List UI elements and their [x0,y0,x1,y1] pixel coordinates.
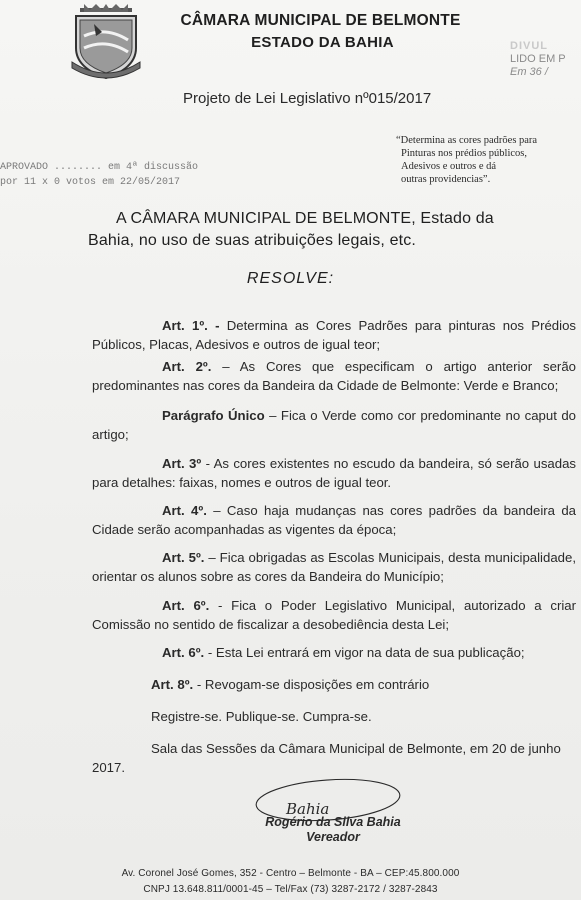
page-footer [0,866,581,898]
article-label: Art. 3º [162,456,202,471]
signatory [248,815,418,845]
article-text: Determina as Cores Padrões para pinturas nos Prédios Públicos, Placas, Adesivos e outros de igual teor; [92,318,576,352]
footer-contact: CNPJ 13.648.811/0001-45 – Tel/Fax (73) 3287-2172 / 3287-2843 [143,884,438,895]
article-label: Art. 6º. [162,645,205,660]
bill-summary-line: outras providencias”. [401,174,491,185]
closing-formula: Registre-se. Publique-se. Cumpra-se. [151,709,372,724]
bill-title: Projeto de Lei Legislativo nº015/2017 [183,90,432,107]
article-1 [92,316,576,354]
article-2 [92,357,576,395]
signature-scribble: Bahia [286,800,330,818]
article-text: – Fica o Verde como cor predominante no caput do artigo; [92,408,576,442]
sole-paragraph [92,406,576,444]
article-6-effective [92,643,576,662]
approval-stamp-line1: APROVADO ........ em 4ª discussão [0,162,199,173]
publication-stamp-line2: LIDO EM P [510,53,566,65]
article-text: – Caso haja mudanças nas cores padrões da bandeira da Cidade serão acompanhadas as vigentes da época; [92,503,576,537]
article-text: - Fica o Poder Legislativo Municipal, autorizado a criar Comissão no sentido de fiscalizar a desobediência desta Lei; [92,598,576,632]
header-chamber-name: CÂMARA MUNICIPAL DE BELMONTE [180,12,461,29]
footer-address: Av. Coronel José Gomes, 352 - Centro – Belmonte - BA – CEP:45.800.000 [121,868,460,879]
preamble [88,208,578,252]
approval-stamp-line2: por 11 x 0 votos em 22/05/2017 [0,177,181,188]
bill-summary-line: Adesivos e outros e dá [401,161,497,172]
session-statement [92,739,576,777]
article-label: Art. 5º. [162,550,205,565]
header-state-name: ESTADO DA BAHIA [251,34,394,51]
bill-summary-line: Pinturas nos prédios públicos, [401,148,527,159]
approval-stamp [0,160,250,190]
article-5 [92,548,576,586]
signatory-name: Rogério da Silva Bahia [265,815,401,829]
preamble-line1: A CÂMARA MUNICIPAL DE BELMONTE, Estado da [116,210,494,227]
publication-stamp-line3: Em 36 / [510,66,548,78]
article-label: Parágrafo Único [162,408,265,423]
article-text: - Revogam-se disposições em contrário [196,677,430,692]
session-line1: Sala das Sessões da Câmara Municipal de Belmonte, em 20 de junho [151,741,561,756]
preamble-line2: Bahia, no uso de suas atribuições legais, etc. [88,232,416,249]
article-4 [92,501,576,539]
article-label: Art. 1º. - [162,318,220,333]
article-label: Art. 4º. [162,503,207,518]
signatory-role: Vereador [306,830,360,844]
article-text: – Fica obrigadas as Escolas Municipais, desta municipalidade, orientar os alunos sobre as cores da Bandeira do Município; [92,550,576,584]
article-text: – As Cores que especificam o artigo anterior serão predominantes nas cores da Bandeira da Cidade de Belmonte: Verde e Branco; [92,359,576,393]
publication-stamp-line1: DIVUL [510,40,548,52]
resolve-heading: RESOLVE: [246,270,335,287]
article-label: Art. 8º. [151,677,194,692]
article-8 [92,675,576,694]
publication-stamp [510,40,581,79]
article-label: Art. 2º. [162,359,212,374]
article-3 [92,454,576,492]
bill-summary [396,134,576,186]
bill-summary-line: “Determina as cores padrões para [396,135,538,146]
article-label: Art. 6º. [162,598,210,613]
article-text: - As cores existentes no escudo da bandeira, só serão usadas para detalhes: faixas, nomes e outros de igual teor. [92,456,577,490]
article-6 [92,596,576,634]
session-line2: 2017. [92,760,126,775]
article-text: - Esta Lei entrará em vigor na data de sua publicação; [207,645,525,660]
